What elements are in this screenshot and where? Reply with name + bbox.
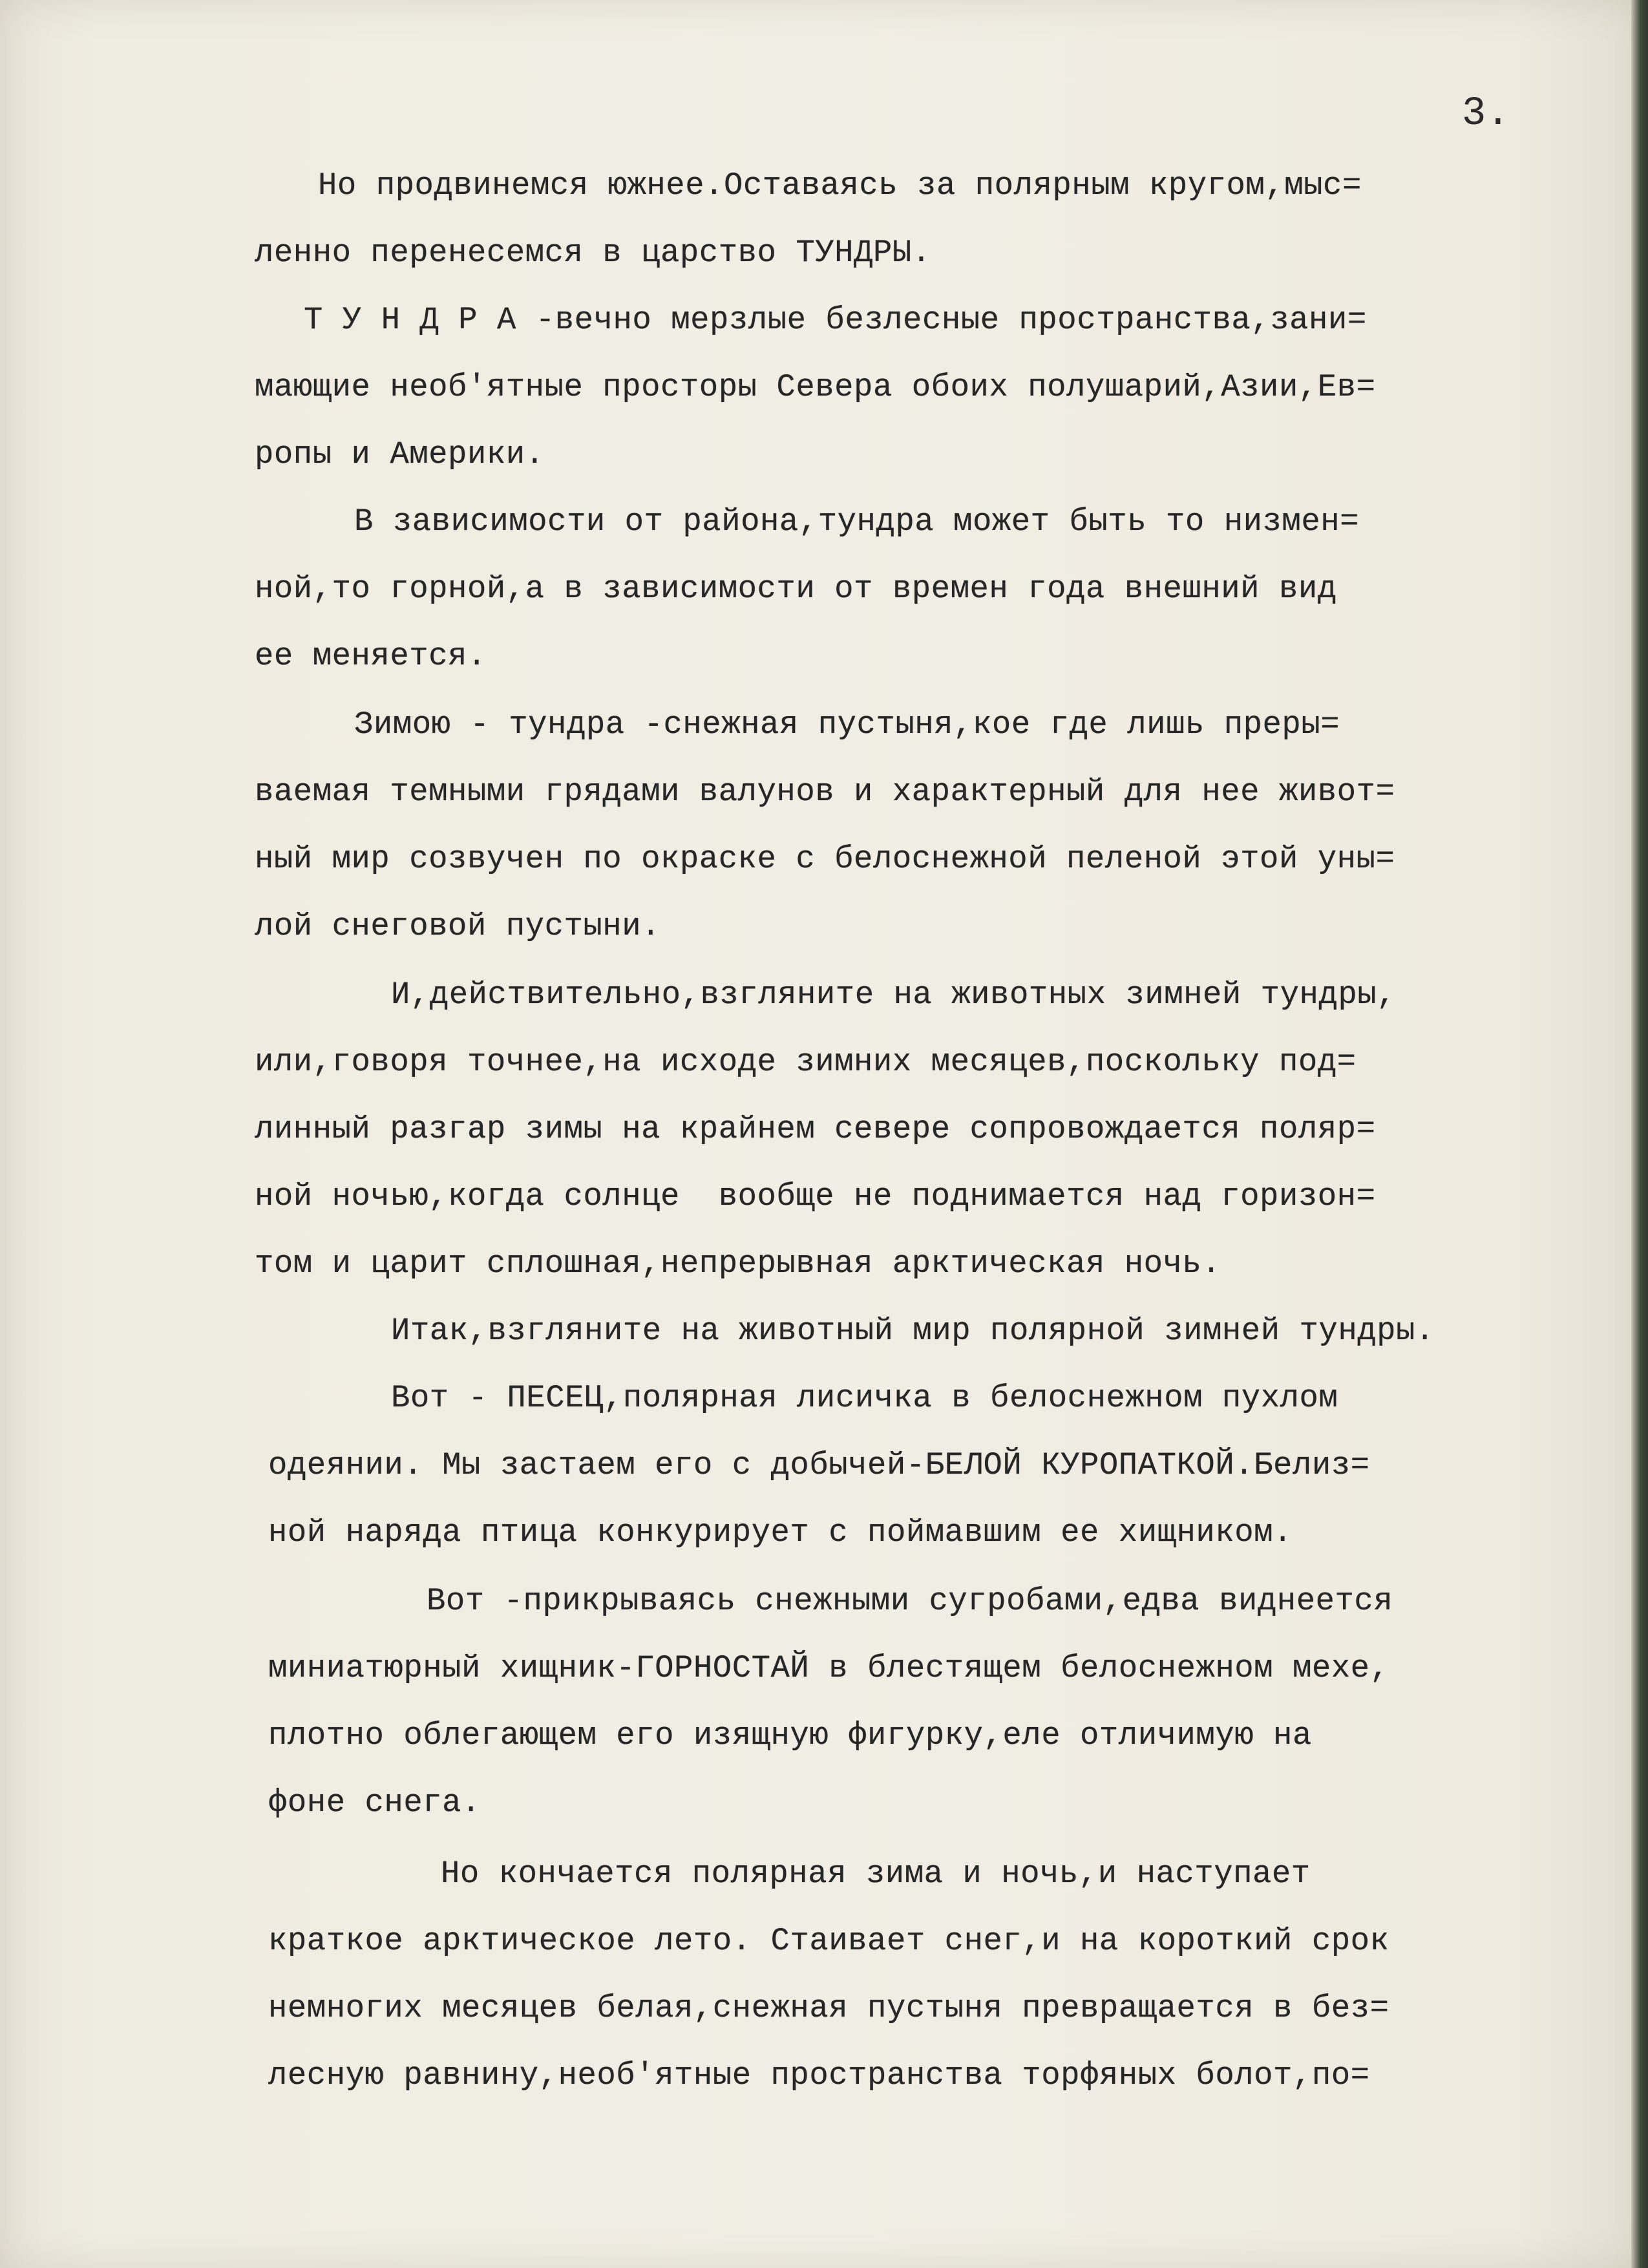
text-line: миниатюрный хищник-ГОРНОСТАЙ в блестящем белоснежном мехе,: [268, 1650, 1389, 1686]
text-line: Зимою - тундра -снежная пустыня,кое где лишь преры=: [354, 706, 1340, 743]
text-line: ваемая темными грядами валунов и характерный для нее живот=: [255, 774, 1395, 810]
page-number: 3.: [1462, 90, 1510, 136]
text-line: одеянии. Мы застаем его с добычей-БЕЛОЙ КУРОПАТКОЙ.Белиз=: [268, 1447, 1370, 1483]
text-line: Т У Н Д Р А -вечно мерзлые безлесные пространства,зани=: [304, 302, 1367, 338]
text-line: линный разгар зимы на крайнем севере сопровождается поляр=: [255, 1111, 1376, 1147]
text-line: Вот -прикрываясь снежными сугробами,едва виднеется: [427, 1583, 1393, 1619]
text-line: И,действительно,взгляните на животных зимней тундры,: [391, 977, 1397, 1013]
text-line: Вот - ПЕСЕЦ,полярная лисичка в белоснежном пухлом: [391, 1380, 1338, 1416]
text-line: том и царит сплошная,непрерывная арктическая ночь.: [255, 1245, 1221, 1282]
page-edge-strip: [1631, 0, 1648, 2268]
text-line: плотно облегающем его изящную фигурку,еле отличимую на: [268, 1717, 1312, 1754]
text-line: ропы и Америки.: [255, 436, 545, 472]
text-line: фоне снега.: [268, 1785, 481, 1821]
text-line: мающие необ'ятные просторы Севера обоих полушарий,Азии,Ев=: [255, 369, 1376, 405]
text-line: ной,то горной,а в зависимости от времен года внешний вид: [255, 571, 1337, 607]
text-line: В зависимости от района,тундра может быть то низмен=: [354, 503, 1360, 540]
text-line: ной наряда птица конкурирует с поймавшим ее хищником.: [268, 1514, 1293, 1551]
text-line: ный мир созвучен по окраске с белоснежной пеленой этой уны=: [255, 841, 1395, 877]
text-line: Но кончается полярная зима и ночь,и наступает: [441, 1856, 1311, 1892]
text-line: ной ночью,когда солнце вообще не поднимается над горизон=: [255, 1178, 1376, 1214]
text-line: ленно перенесемся в царство ТУНДРЫ.: [255, 235, 931, 271]
text-line: краткое арктическое лето. Стаивает снег,и на короткий срок: [268, 1923, 1389, 1959]
text-line: Но продвинемся южнее.Оставаясь за полярным кругом,мыс=: [318, 167, 1362, 204]
text-line: лой снеговой пустыни.: [255, 908, 661, 944]
text-line: лесную равнину,необ'ятные пространства торфяных болот,по=: [268, 2057, 1370, 2093]
text-line: Итак,взгляните на животный мир полярной зимней тундры.: [391, 1313, 1435, 1349]
text-line: ее меняется.: [255, 638, 487, 674]
text-line: немногих месяцев белая,снежная пустыня превращается в без=: [268, 1990, 1389, 2026]
text-line: или,говоря точнее,на исходе зимних месяцев,поскольку под=: [255, 1044, 1357, 1080]
